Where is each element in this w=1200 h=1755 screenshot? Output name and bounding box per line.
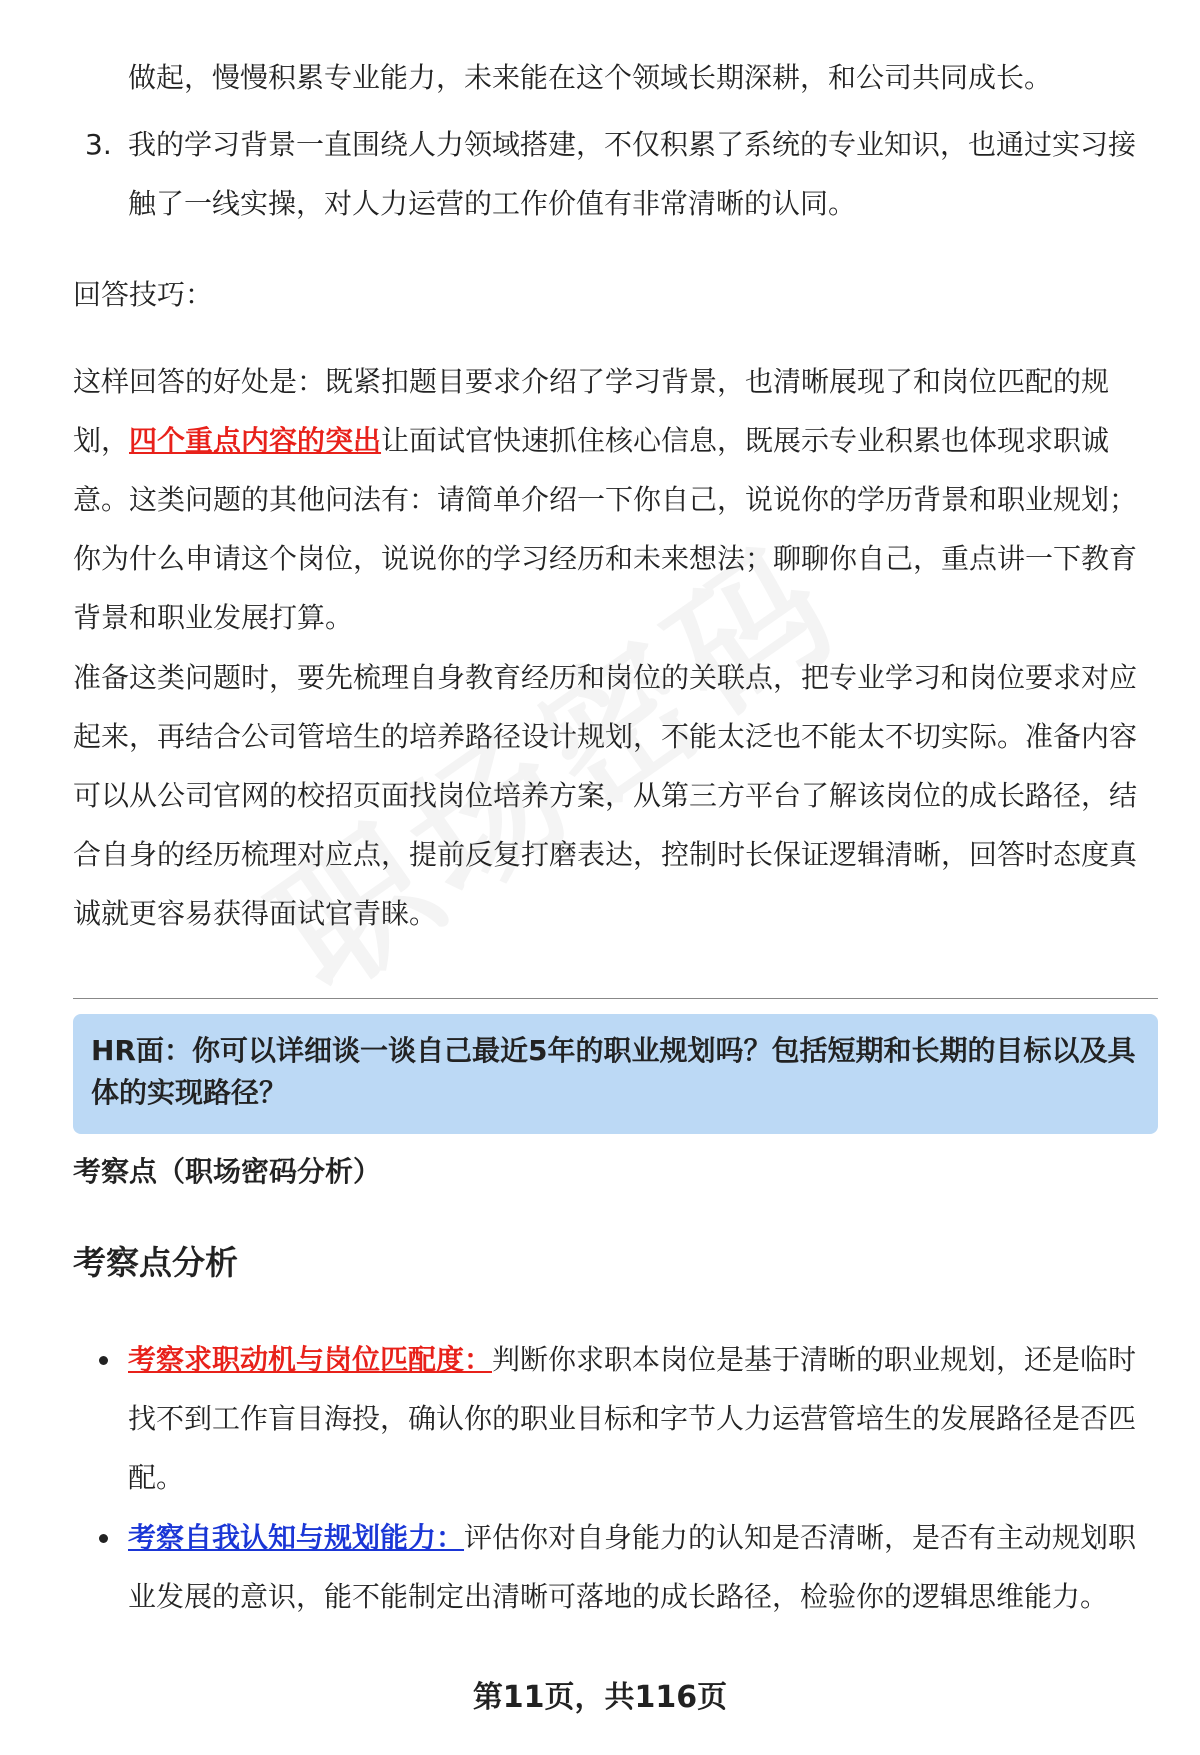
bullet-text: 判断你求职本岗位是基于清晰的职业规划，还是临时找不到工作盲目海投，确认你的职业目标和字节人力运营管培生的发展路径是否匹配。 (128, 1343, 1137, 1494)
tips-text-suffix: 让面试官快速抓住核心信息，既展示专业积累也体现求职诚意。这类问题的其他问法有：请简单介绍一下你自己，说说你的学历背景和职业规划；你为什么申请这个岗位，说说你的学习经历和未来想法；聊聊你自己，重点讲一下教育背景和职业发展打算。 (73, 424, 1138, 634)
tips-paragraph (73, 352, 1158, 647)
bullet-item (73, 1508, 1158, 1626)
prep-paragraph: 准备这类问题时，要先梳理自身教育经历和岗位的关联点，把专业学习和岗位要求对应起来，再结合公司管培生的培养路径设计规划，不能太泛也不能太不切实际。准备内容可以从公司官网的校招页面找岗位培养方案，从第三方平台了解该岗位的成长路径，结合自身的经历梳理对应点，提前反复打磨表达，控制时长保证逻辑清晰，回答时态度真诚就更容易获得面试官青睐。 (73, 661, 1138, 930)
section-divider (73, 998, 1158, 999)
question-box (73, 1014, 1158, 1134)
question-text: HR面：你可以详细谈一谈自己最近5年的职业规划吗？包括短期和长期的目标以及具体的实现路径？ (91, 1034, 1136, 1109)
list-item-3 (73, 115, 1158, 233)
bullet-dot-icon (99, 1534, 108, 1543)
section-title: 考察点分析 (73, 1243, 238, 1282)
bullet-label: 考察求职动机与岗位匹配度： (128, 1343, 493, 1376)
list-item-continuation (73, 48, 1158, 107)
bullet-body (73, 1508, 1158, 1626)
tips-text-prefix: 这样回答的好处是：既紧扣题目要求介绍了学习背景，也清晰展现了和岗位匹配的规划， (73, 365, 1110, 457)
bullet-label: 考察自我认知与规划能力： (128, 1521, 465, 1554)
analysis-subheading: 考察点（职场密码分析） (73, 1155, 382, 1188)
bullet-item (73, 1330, 1158, 1507)
page-number-footer: 第11页，共116页 (472, 1680, 728, 1715)
bullet-dot-icon (99, 1356, 108, 1365)
bullet-text: 评估你对自身能力的认知是否清晰，是否有主动规划职业发展的意识，能不能制定出清晰可落地的成长路径，检验你的逻辑思维能力。 (128, 1521, 1137, 1613)
tips-highlight: 四个重点内容的突出 (129, 424, 382, 457)
tips-label: 回答技巧： (73, 278, 214, 311)
list-item-text: 做起，慢慢积累专业能力，未来能在这个领域长期深耕，和公司共同成长。 (128, 61, 1053, 94)
list-item-number: 3. (85, 128, 112, 161)
list-item-text: 我的学习背景一直围绕人力领域搭建，不仅积累了系统的专业知识，也通过实习接触了一线实操，对人力运营的工作价值有非常清晰的认同。 (128, 128, 1137, 220)
bullet-body (73, 1330, 1158, 1507)
